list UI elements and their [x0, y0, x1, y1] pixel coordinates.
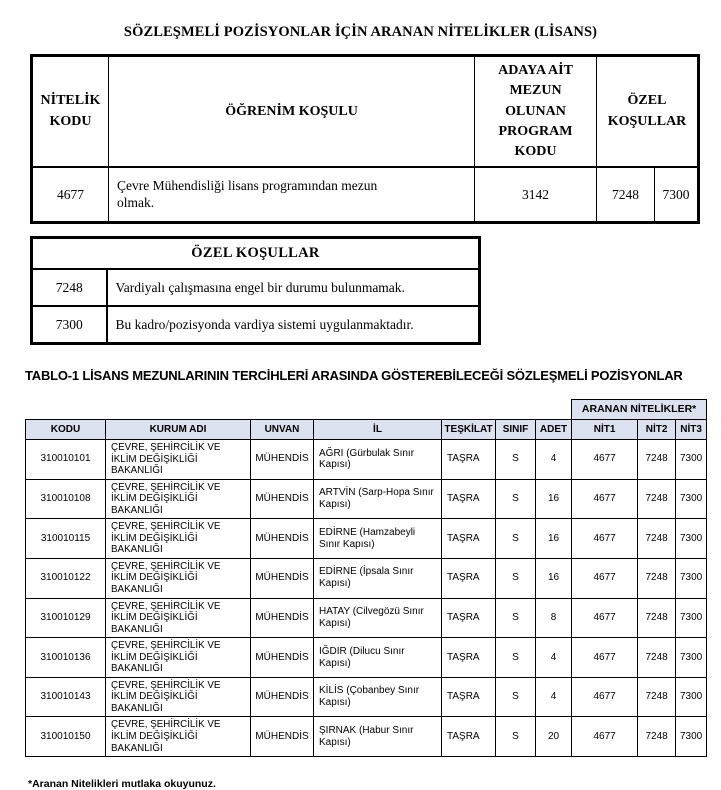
positions-group-header-row	[26, 399, 707, 419]
cell-il: EDİRNE (İpsala Sınır Kapısı)	[314, 558, 442, 598]
cell-adet: 20	[536, 717, 572, 757]
special-conditions-header-row	[32, 237, 480, 269]
cell-unvan: MÜHENDİS	[251, 638, 314, 678]
cell-nit3: 7300	[676, 479, 707, 519]
cell-unvan: MÜHENDİS	[251, 717, 314, 757]
footnote-text: *Aranan Nitelikleri mutlaka okuyunuz.	[28, 778, 216, 790]
cell-kodu: 310010108	[26, 479, 106, 519]
cell-sinif: S	[496, 519, 536, 559]
cell-unvan: MÜHENDİS	[251, 677, 314, 717]
qualifications-data-row	[32, 167, 699, 222]
cell-nit3: 7300	[676, 439, 707, 479]
positions-table-heading: TABLO-1 LİSANS MEZUNLARININ TERCİHLERİ ARASINDA GÖSTEREBİLECEĞİ SÖZLEŞMELİ POZİSYONLAR	[25, 367, 683, 383]
table-row	[26, 598, 707, 638]
cell-nit2: 7248	[638, 677, 676, 717]
cell-kodu: 310010136	[26, 638, 106, 678]
cell-kodu: 310010150	[26, 717, 106, 757]
cell-adet: 4	[536, 638, 572, 678]
col-header-unvan: UNVAN	[251, 419, 314, 439]
cell-kurum-adi: ÇEVRE, ŞEHİRCİLİK VE İKLİM DEĞİŞİKLİĞİ BAKANLIĞI	[106, 558, 251, 598]
cell-nit3: 7300	[676, 677, 707, 717]
cell-sinif: S	[496, 677, 536, 717]
cell-kodu: 310010101	[26, 439, 106, 479]
cell-nit1: 4677	[572, 717, 638, 757]
table-row	[26, 479, 707, 519]
cell-condition-description: Vardiyalı çalışmasına engel bir durumu bulunmamak.	[107, 269, 480, 306]
cell-nit1: 4677	[572, 638, 638, 678]
cell-nit2: 7248	[638, 717, 676, 757]
cell-sinif: S	[496, 638, 536, 678]
special-conditions-table	[30, 236, 481, 345]
cell-nit3: 7300	[676, 598, 707, 638]
cell-nit3: 7300	[676, 519, 707, 559]
cell-condition-code: 7300	[32, 306, 107, 343]
cell-program-kodu: 3142	[475, 167, 597, 222]
qualifications-header-row	[32, 56, 699, 168]
special-condition-row	[32, 306, 480, 343]
cell-nit2: 7248	[638, 479, 676, 519]
col-header-sinif: SINIF	[496, 419, 536, 439]
cell-teskilat: TAŞRA	[442, 558, 496, 598]
cell-il: HATAY (Cilvegözü Sınır Kapısı)	[314, 598, 442, 638]
cell-adet: 16	[536, 479, 572, 519]
cell-nitelik-kodu: 4677	[32, 167, 109, 222]
col-header-adet: ADET	[536, 419, 572, 439]
cell-kurum-adi: ÇEVRE, ŞEHİRCİLİK VE İKLİM DEĞİŞİKLİĞİ BAKANLIĞI	[106, 519, 251, 559]
col-header-ozel-kosullar: ÖZEL KOŞULLAR	[597, 56, 699, 168]
cell-adet: 16	[536, 558, 572, 598]
col-header-program-kodu: ADAYA AİT MEZUN OLUNAN PROGRAM KODU	[475, 56, 597, 168]
col-header-ogrenim-kosulu: ÖĞRENİM KOŞULU	[109, 56, 475, 168]
cell-condition-description: Bu kadro/pozisyonda vardiya sistemi uygulanmaktadır.	[107, 306, 480, 343]
positions-table-body	[26, 439, 707, 756]
cell-kurum-adi: ÇEVRE, ŞEHİRCİLİK VE İKLİM DEĞİŞİKLİĞİ BAKANLIĞI	[106, 638, 251, 678]
table-row	[26, 677, 707, 717]
cell-ozel-kosul-1: 7248	[597, 167, 655, 222]
cell-unvan: MÜHENDİS	[251, 439, 314, 479]
cell-nit2: 7248	[638, 638, 676, 678]
positions-table	[25, 399, 707, 757]
cell-nit1: 4677	[572, 519, 638, 559]
col-header-nit1: NİT1	[572, 419, 638, 439]
cell-nit1: 4677	[572, 677, 638, 717]
cell-il: KİLİS (Çobanbey Sınır Kapısı)	[314, 677, 442, 717]
cell-kodu: 310010143	[26, 677, 106, 717]
cell-il: EDİRNE (Hamzabeyli Sınır Kapısı)	[314, 519, 442, 559]
cell-nit3: 7300	[676, 558, 707, 598]
cell-kurum-adi: ÇEVRE, ŞEHİRCİLİK VE İKLİM DEĞİŞİKLİĞİ BAKANLIĞI	[106, 677, 251, 717]
ogrenim-kosulu-text: Çevre Mühendisliği lisans programından mezun olmak.	[117, 177, 378, 210]
cell-nit1: 4677	[572, 439, 638, 479]
cell-kurum-adi: ÇEVRE, ŞEHİRCİLİK VE İKLİM DEĞİŞİKLİĞİ BAKANLIĞI	[106, 598, 251, 638]
cell-adet: 4	[536, 439, 572, 479]
cell-nit1: 4677	[572, 479, 638, 519]
cell-kodu: 310010129	[26, 598, 106, 638]
cell-unvan: MÜHENDİS	[251, 598, 314, 638]
cell-unvan: MÜHENDİS	[251, 479, 314, 519]
cell-nit2: 7248	[638, 558, 676, 598]
col-header-nitelik-kodu: NİTELİK KODU	[32, 56, 109, 168]
table-row	[26, 519, 707, 559]
cell-unvan: MÜHENDİS	[251, 558, 314, 598]
col-header-nit2: NİT2	[638, 419, 676, 439]
cell-nit3: 7300	[676, 717, 707, 757]
page-title: SÖZLEŞMELİ POZİSYONLAR İÇİN ARANAN NİTELİKLER (LİSANS)	[123, 24, 598, 40]
cell-nit2: 7248	[638, 439, 676, 479]
cell-kurum-adi: ÇEVRE, ŞEHİRCİLİK VE İKLİM DEĞİŞİKLİĞİ BAKANLIĞI	[106, 439, 251, 479]
cell-condition-code: 7248	[32, 269, 107, 306]
cell-il: ŞIRNAK (Habur Sınır Kapısı)	[314, 717, 442, 757]
col-header-nit3: NİT3	[676, 419, 707, 439]
col-header-teskilat: TEŞKİLAT	[442, 419, 496, 439]
cell-nit1: 4677	[572, 558, 638, 598]
cell-sinif: S	[496, 479, 536, 519]
cell-teskilat: TAŞRA	[442, 479, 496, 519]
table-row	[26, 439, 707, 479]
cell-teskilat: TAŞRA	[442, 677, 496, 717]
cell-nit2: 7248	[638, 598, 676, 638]
table-row	[26, 638, 707, 678]
cell-ogrenim-kosulu	[109, 167, 475, 222]
cell-sinif: S	[496, 439, 536, 479]
cell-nit3: 7300	[676, 638, 707, 678]
cell-adet: 16	[536, 519, 572, 559]
cell-unvan: MÜHENDİS	[251, 519, 314, 559]
cell-il: IĞDIR (Dilucu Sınır Kapısı)	[314, 638, 442, 678]
cell-teskilat: TAŞRA	[442, 717, 496, 757]
cell-kurum-adi: ÇEVRE, ŞEHİRCİLİK VE İKLİM DEĞİŞİKLİĞİ BAKANLIĞI	[106, 479, 251, 519]
col-header-kodu: KODU	[26, 419, 106, 439]
cell-sinif: S	[496, 717, 536, 757]
special-conditions-title: ÖZEL KOŞULLAR	[32, 237, 480, 269]
cell-adet: 8	[536, 598, 572, 638]
group-header-aranan-nitelikler: ARANAN NİTELİKLER*	[572, 399, 707, 419]
cell-adet: 4	[536, 677, 572, 717]
cell-sinif: S	[496, 558, 536, 598]
cell-il: ARTVİN (Sarp-Hopa Sınır Kapısı)	[314, 479, 442, 519]
positions-columns-header-row	[26, 419, 707, 439]
cell-sinif: S	[496, 598, 536, 638]
cell-kodu: 310010115	[26, 519, 106, 559]
col-header-il: İL	[314, 419, 442, 439]
cell-ozel-kosul-2: 7300	[655, 167, 699, 222]
cell-kodu: 310010122	[26, 558, 106, 598]
cell-il: AĞRI (Gürbulak Sınır Kapısı)	[314, 439, 442, 479]
cell-teskilat: TAŞRA	[442, 439, 496, 479]
special-condition-row	[32, 269, 480, 306]
group-header-spacer	[26, 399, 572, 419]
cell-teskilat: TAŞRA	[442, 638, 496, 678]
document-page	[0, 24, 721, 790]
cell-teskilat: TAŞRA	[442, 598, 496, 638]
cell-nit1: 4677	[572, 598, 638, 638]
cell-teskilat: TAŞRA	[442, 519, 496, 559]
table-row	[26, 717, 707, 757]
col-header-kurum-adi: KURUM ADI	[106, 419, 251, 439]
cell-kurum-adi: ÇEVRE, ŞEHİRCİLİK VE İKLİM DEĞİŞİKLİĞİ BAKANLIĞI	[106, 717, 251, 757]
cell-nit2: 7248	[638, 519, 676, 559]
qualifications-table	[30, 54, 700, 224]
table-row	[26, 558, 707, 598]
